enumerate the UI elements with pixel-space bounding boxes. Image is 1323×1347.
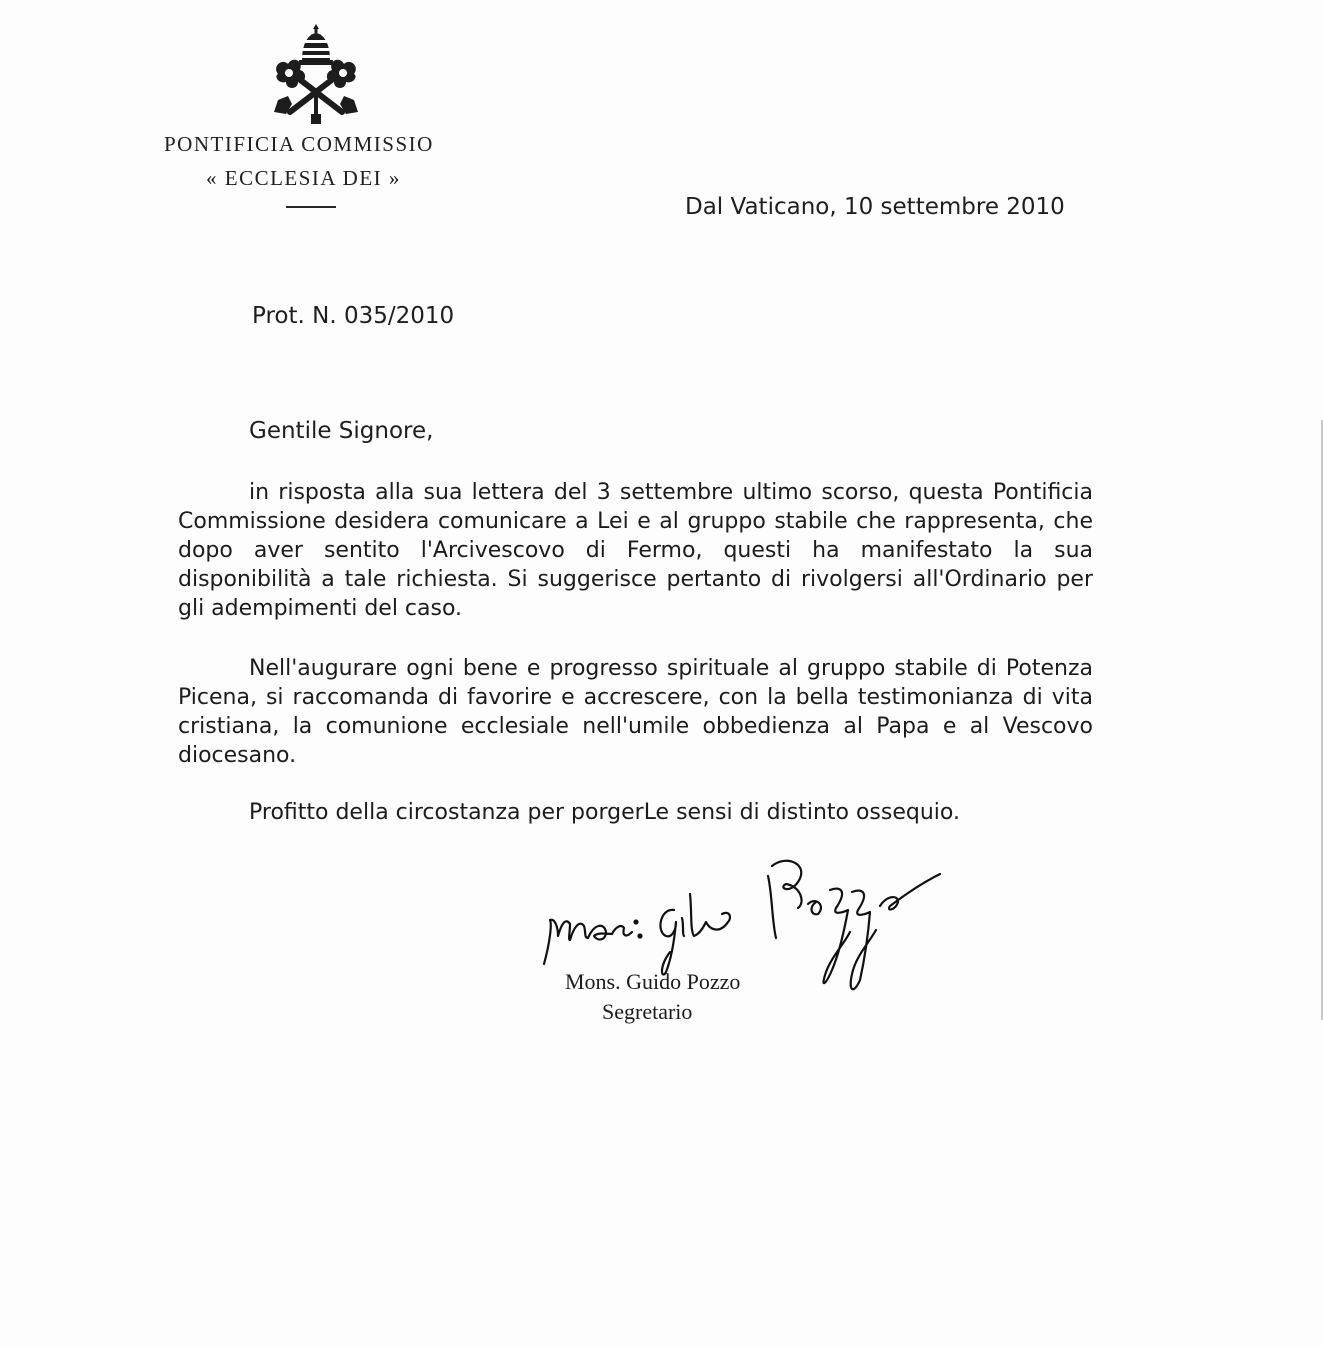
salutation: Gentile Signore, xyxy=(249,418,434,444)
signer-title: Segretario xyxy=(602,999,693,1024)
signer-name: Mons. Guido Pozzo xyxy=(565,969,741,994)
org-name: PONTIFICIA COMMISSIO xyxy=(164,132,434,156)
body-paragraph-2: Nell'augurare ogni bene e progresso spirituale al gruppo stabile di Potenza Picena, si raccomanda di favorire e accrescere, con la bella testimonianza di vita cristiana, la comunione ecclesiale nell'umile obbedienza al Papa e al Vescovo diocesano. xyxy=(178,656,1093,768)
papal-emblem-icon xyxy=(268,22,364,126)
closing-paragraph: Profitto della circostanza per porgerLe sensi di distinto ossequio. xyxy=(249,800,960,825)
letterhead-divider xyxy=(286,206,336,208)
date-line: Dal Vaticano, 10 settembre 2010 xyxy=(685,194,1065,220)
body-paragraph-1: in risposta alla sua lettera del 3 settembre ultimo scorso, questa Pontificia Commissione desidera comunicare a Lei e al gruppo stabile che rappresenta, che dopo aver sentito l'Arcivescovo di Fermo, questi ha manifestato la sua disponibilità a tale richiesta. Si suggerisce pertanto di rivolgersi all'Ordinario per gli adempimenti del caso. xyxy=(178,480,1093,621)
org-subtitle: « ECCLESIA DEI » xyxy=(206,166,401,190)
protocol-number: Prot. N. 035/2010 xyxy=(252,303,455,329)
